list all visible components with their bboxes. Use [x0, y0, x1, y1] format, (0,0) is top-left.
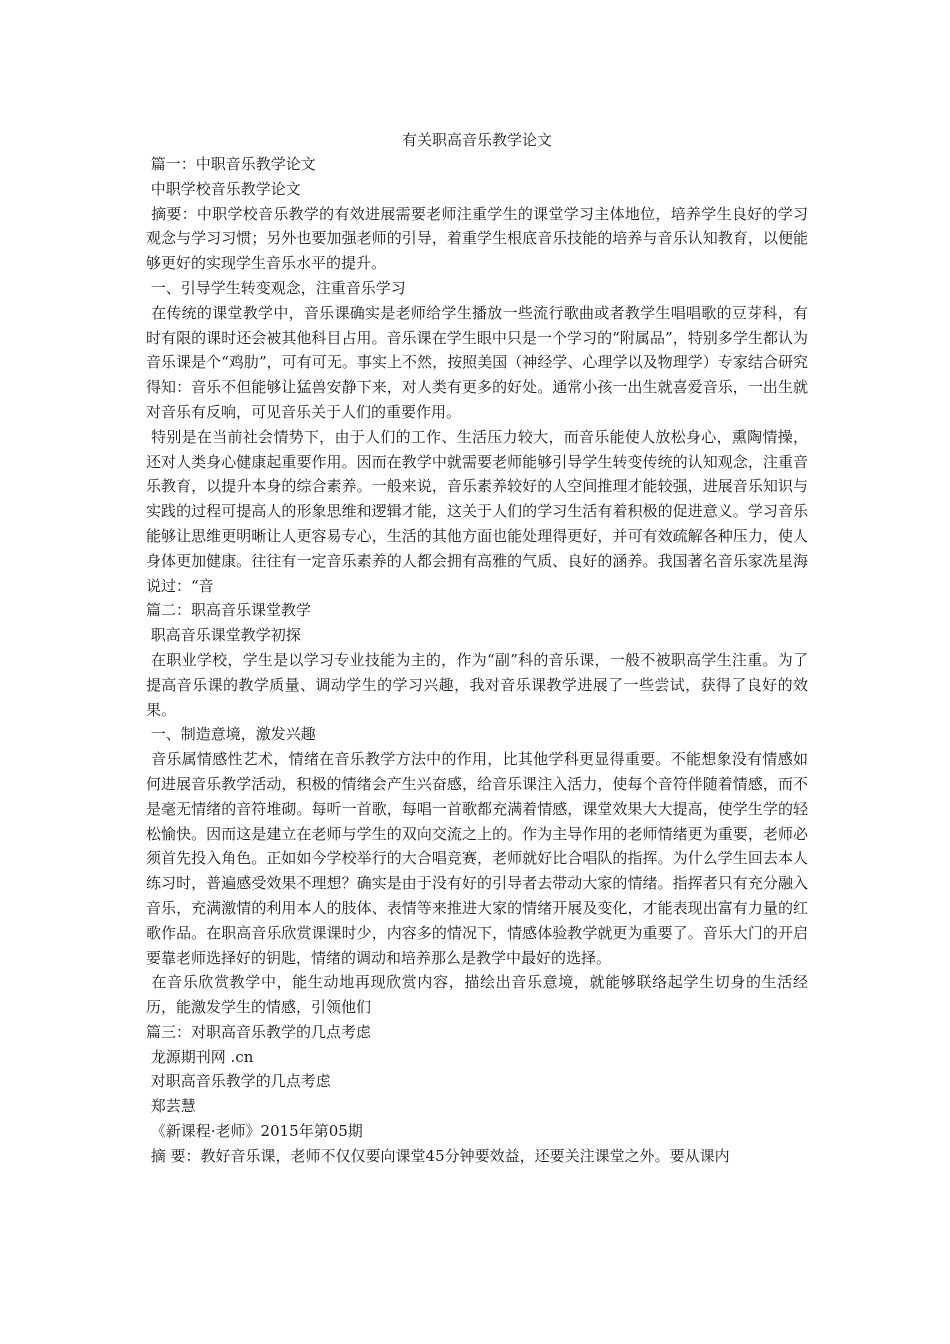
paragraph-8: 职高音乐课堂教学初探 [146, 626, 301, 645]
paragraph-18: 摘 要：教好音乐课，老师不仅仅要向课堂45分钟要效益，还要关注课堂之外。要从课内 [146, 1146, 730, 1165]
paragraph-13: 篇三：对职高音乐教学的几点考虑 [146, 1022, 372, 1041]
paragraph-2: 中职学校音乐教学论文 [146, 179, 301, 198]
paragraph-17: 《新课程·老师》2015年第05期 [146, 1122, 363, 1141]
paragraph-10: 一、制造意境，激发兴趣 [146, 725, 316, 744]
document-title: 有关职高音乐教学论文 [401, 131, 552, 149]
paragraph-14: 龙源期刊网 .cn [146, 1047, 254, 1066]
paragraph-1: 篇一：中职音乐教学论文 [146, 155, 316, 173]
paragraph-3: 摘要：中职学校音乐教学的有效进展需要老师注重学生的课堂学习主体地位，培养学生良好的学习观念与学习习惯；另外也要加强老师的引导，着重学生根底音乐技能的培养与音乐认知教育，以便能够更好的实现学生音乐水平的提升。 [146, 204, 808, 273]
paragraph-16: 郑芸慧 [146, 1097, 196, 1116]
paragraph-11: 音乐属情感性艺术，情绪在音乐教学方法中的作用，比其他学科更显得重要。不能想象没有情感如何进展音乐教学活动，积极的情绪会产生兴奋感，给音乐课注入活力，使每个音符伴随着情感，而不是毫无情绪的音符堆砌。每听一首歌，每唱一首歌都充满着情感，课堂效果大大提高，使学生学的轻松愉快。因而这是建立在老师与学生的双向交流之上的。作为主导作用的老师情绪更为重要，老师必须首先投入角色。正如如今学校举行的大合唱竞赛，老师就好比合唱队的指挥。为什么学生回去本人练习时，普遍感受效果不理想？确实是由于没有好的引导者去带动大家的情绪。指挥者只有充分融入音乐，充满激情的利用本人的肢体、表情等来推进大家的情绪开展及变化，才能表现出富有力量的红歌作品。在职高音乐欣赏课课时少，内容多的情况下，情感体验教学就更为重要了。音乐大门的开启要靠老师选择好的钥匙，情绪的调动和培养那么是教学中最好的选择。 [146, 750, 808, 967]
paragraph-12: 在音乐欣赏教学中，能生动地再现欣赏内容，描绘出音乐意境，就能够联络起学生切身的生活经历，能激发学生的情感，引领他们 [146, 973, 808, 1017]
paragraph-6: 特别是在当前社会情势下，由于人们的工作、生活压力较大，而音乐能使人放松身心，熏陶情操，还对人类身心健康起重要作用。因而在教学中就需要老师能够引导学生转变传统的认知观念，注重音乐教育，以提升本身的综合素养。一般来说，音乐素养较好的人空间推理才能较强，进展音乐知识与实践的过程可提高人的形象思维和逻辑才能，这关于人们的学习生活有着积极的促进意义。学习音乐能够让思维更明晰让人更容易专心，生活的其他方面也能处理得更好，并可有效疏解各种压力，使人身体更加健康。往往有一定音乐素养的人都会拥有高雅的气质、良好的涵养。我国著名音乐家冼星海说过：“音 [146, 427, 808, 595]
document-page [146, 128, 808, 1169]
paragraph-5: 在传统的课堂教学中，音乐课确实是老师给学生播放一些流行歌曲或者教学生唱唱歌的豆芽科，有时有限的课时还会被其他科目占用。音乐课在学生眼中只是一个学习的“附属品”，特别多学生都认为音乐课是个“鸡肋”，可有可无。事实上不然，按照美国（神经学、心理学以及物理学）专家结合研究得知：音乐不但能够让猛兽安静下来，对人类有更多的好处。通常小孩一出生就喜爱音乐，一出生就对音乐有反响，可见音乐关于人们的重要作用。 [146, 303, 808, 421]
paragraph-15: 对职高音乐教学的几点考虑 [146, 1072, 331, 1091]
paragraph-7: 篇二：职高音乐课堂教学 [146, 601, 312, 620]
paragraph-4: 一、引导学生转变观念，注重音乐学习 [146, 278, 406, 297]
paragraph-9: 在职业学校，学生是以学习专业技能为主的，作为“副”科的音乐课，一般不被职高学生注重。为了提高音乐课的教学质量、调动学生的学习兴趣，我对音乐课教学进展了一些尝试，获得了良好的效果。 [146, 650, 808, 719]
